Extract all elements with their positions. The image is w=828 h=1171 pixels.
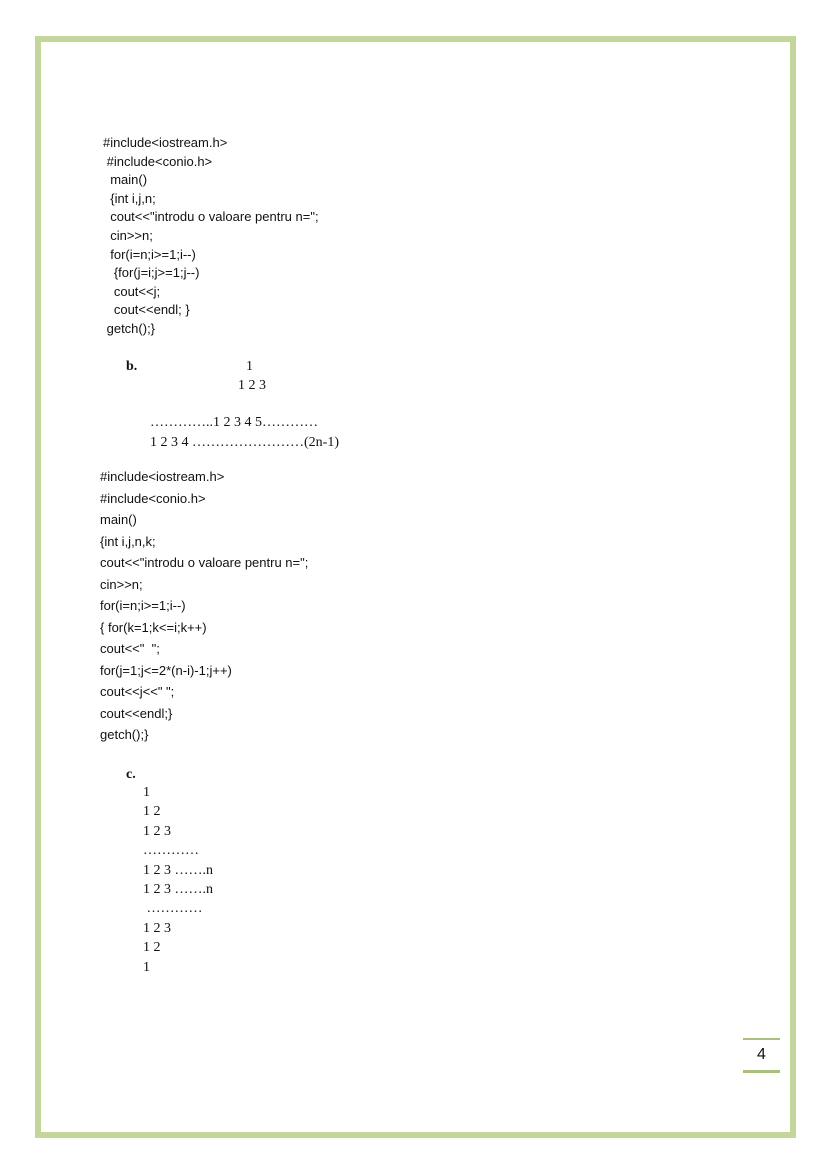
pattern-c-line: 1 2 3 …….n — [143, 881, 213, 897]
page-number: 4 — [757, 1046, 766, 1063]
page-number-rule-bottom — [743, 1070, 780, 1073]
section-c-label: c. — [126, 767, 136, 782]
code-line: for(i=n;i>=1;i--) — [100, 598, 186, 613]
code-line: cin>>n; — [103, 227, 153, 243]
code-line: {int i,j,n; — [103, 190, 156, 206]
section-b-label: b. — [126, 359, 138, 374]
code-line: #include<conio.h> — [103, 153, 213, 169]
code-line: cin>>n; — [100, 576, 143, 592]
pattern-c — [143, 783, 213, 977]
pattern-c-line: 1 2 3 — [143, 920, 171, 936]
pattern-c-line: 1 — [143, 959, 150, 975]
pattern-b-line: 1 2 3 4 ……………………(2n-1) — [150, 435, 339, 450]
pattern-c-line: 1 — [143, 785, 150, 800]
pattern-c-line: 1 2 — [143, 940, 161, 956]
code-line: for(i=n;i>=1;i--) — [103, 246, 196, 262]
code-block-a — [103, 134, 319, 339]
code-line: #include<conio.h> — [100, 490, 206, 506]
code-line: cout<<"introdu o valoare pentru n="; — [100, 555, 309, 570]
code-line: #include<iostream.h> — [103, 135, 228, 150]
pattern-c-line: 1 2 3 — [143, 823, 171, 839]
code-line: cout<<j<<" "; — [100, 684, 175, 699]
pattern-c-line: ………… — [143, 901, 203, 917]
pattern-c-line: ………… — [143, 843, 199, 859]
code-line: cout<<j; — [103, 283, 161, 299]
code-line: { for(k=1;k<=i;k++) — [100, 619, 207, 635]
code-line: cout<<"introdu o valoare pentru n="; — [103, 209, 319, 225]
code-line: main() — [100, 512, 137, 527]
code-block-b — [100, 466, 308, 746]
pattern-b-line: 1 — [246, 359, 253, 374]
pattern-c-line: 1 2 — [143, 804, 161, 820]
code-line: cout<<" "; — [100, 641, 160, 656]
code-line: for(j=1;j<=2*(n-i)-1;j++) — [100, 662, 232, 678]
code-line: {int i,j,n,k; — [100, 533, 156, 549]
code-line: {for(j=i;j>=1;j--) — [103, 265, 200, 281]
pattern-b-line: …………..1 2 3 4 5………… — [150, 415, 318, 430]
code-line: getch();} — [103, 320, 156, 336]
code-line: cout<<endl;} — [100, 705, 173, 721]
pattern-c-line: 1 2 3 …….n — [143, 862, 213, 878]
code-line: cout<<endl; } — [103, 302, 190, 318]
code-line: #include<iostream.h> — [100, 469, 225, 484]
pattern-b-line: 1 2 3 — [238, 378, 266, 393]
code-line: getch();} — [100, 727, 149, 742]
page-number-rule-top — [743, 1038, 780, 1040]
code-line: main() — [103, 172, 148, 188]
